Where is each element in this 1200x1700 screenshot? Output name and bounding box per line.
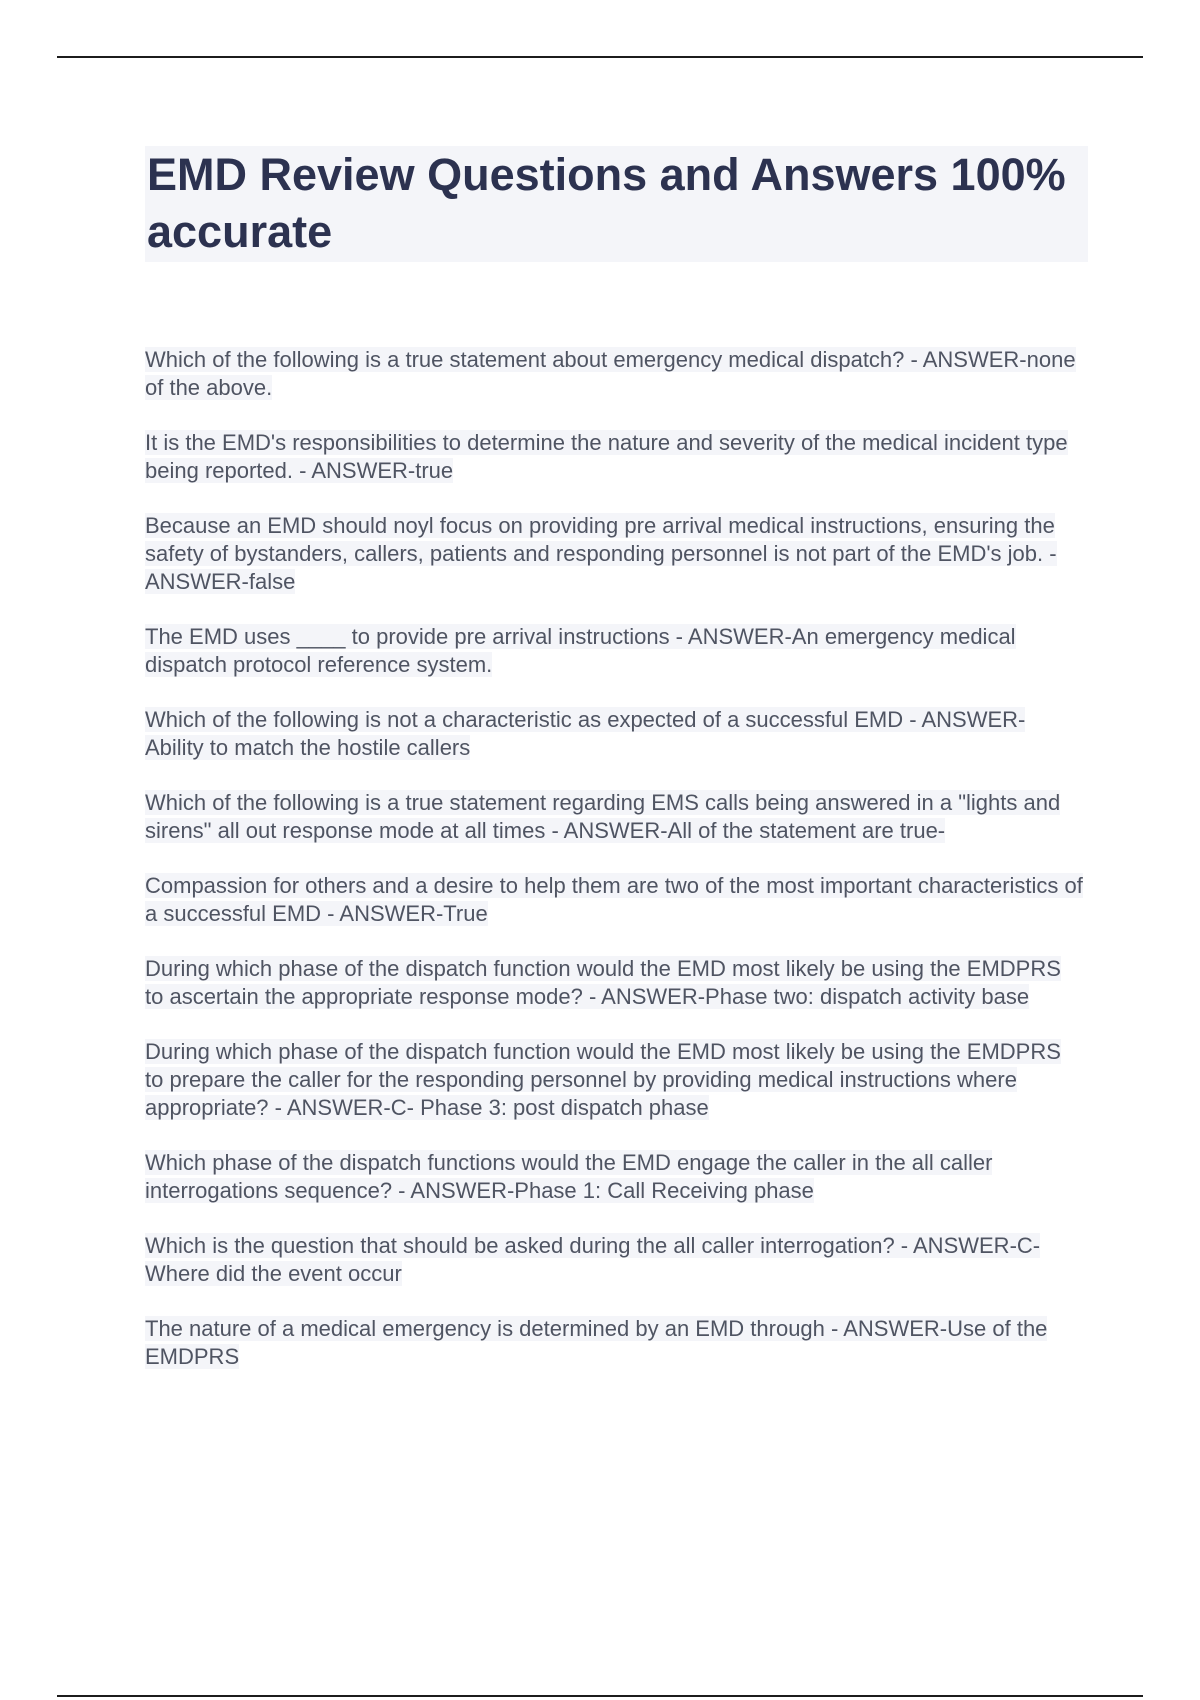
bottom-rule [57,1695,1143,1697]
qa-item [145,1038,1088,1122]
qa-text: Which of the following is not a characteristic as expected of a successful EMD - ANSWER-Ability to match the hostile callers [145,707,1026,760]
qa-text: Which of the following is a true statement about emergency medical dispatch? - ANSWER-none of the above. [145,347,1076,400]
qa-text: Which is the question that should be asked during the all caller interrogation? - ANSWER-C- Where did the event occur [145,1233,1041,1286]
qa-text: Which phase of the dispatch functions would the EMD engage the caller in the all caller interrogations sequence? - ANSWER-Phase 1: Call Receiving phase [145,1150,993,1203]
qa-item [145,1149,1088,1205]
qa-text: During which phase of the dispatch function would the EMD most likely be using the EMDPRS to ascertain the appropriate response mode? - ANSWER-Phase two: dispatch activity base [145,956,1061,1009]
qa-item [145,623,1088,679]
title-block [145,146,1088,262]
qa-text: Which of the following is a true statement regarding EMS calls being answered in a "lights and sirens" all out response mode at all times - ANSWER-All of the statement are true- [145,790,1061,843]
qa-item [145,1315,1088,1371]
qa-text: During which phase of the dispatch function would the EMD most likely be using the EMDPRS to prepare the caller for the responding personnel by providing medical instructions where appropriate? - ANSWER-C- Phase 3: post dispatch phase [145,1039,1061,1120]
qa-text: The EMD uses ____ to provide pre arrival instructions - ANSWER-An emergency medical dispatch protocol reference system. [145,624,1016,677]
qa-item [145,346,1088,402]
qa-text: Compassion for others and a desire to help them are two of the most important characteristics of a successful EMD - ANSWER-True [145,873,1083,926]
qa-list [145,346,1088,1371]
qa-item [145,706,1088,762]
qa-item [145,1232,1088,1288]
document-title: EMD Review Questions and Answers 100% accurate [147,149,1066,257]
qa-text: The nature of a medical emergency is determined by an EMD through - ANSWER-Use of the EMDPRS [145,1316,1048,1369]
qa-item [145,955,1088,1011]
qa-item [145,429,1088,485]
qa-text: It is the EMD's responsibilities to determine the nature and severity of the medical incident type being reported. - ANSWER-true [145,430,1068,483]
qa-item [145,789,1088,845]
qa-text: Because an EMD should noyl focus on providing pre arrival medical instructions, ensuring the safety of bystanders, callers, patients and responding personnel is not part of the EMD's job. - ANSWER-false [145,513,1057,594]
top-rule [57,56,1143,58]
document-body [145,146,1088,1398]
qa-item [145,512,1088,596]
qa-item [145,872,1088,928]
